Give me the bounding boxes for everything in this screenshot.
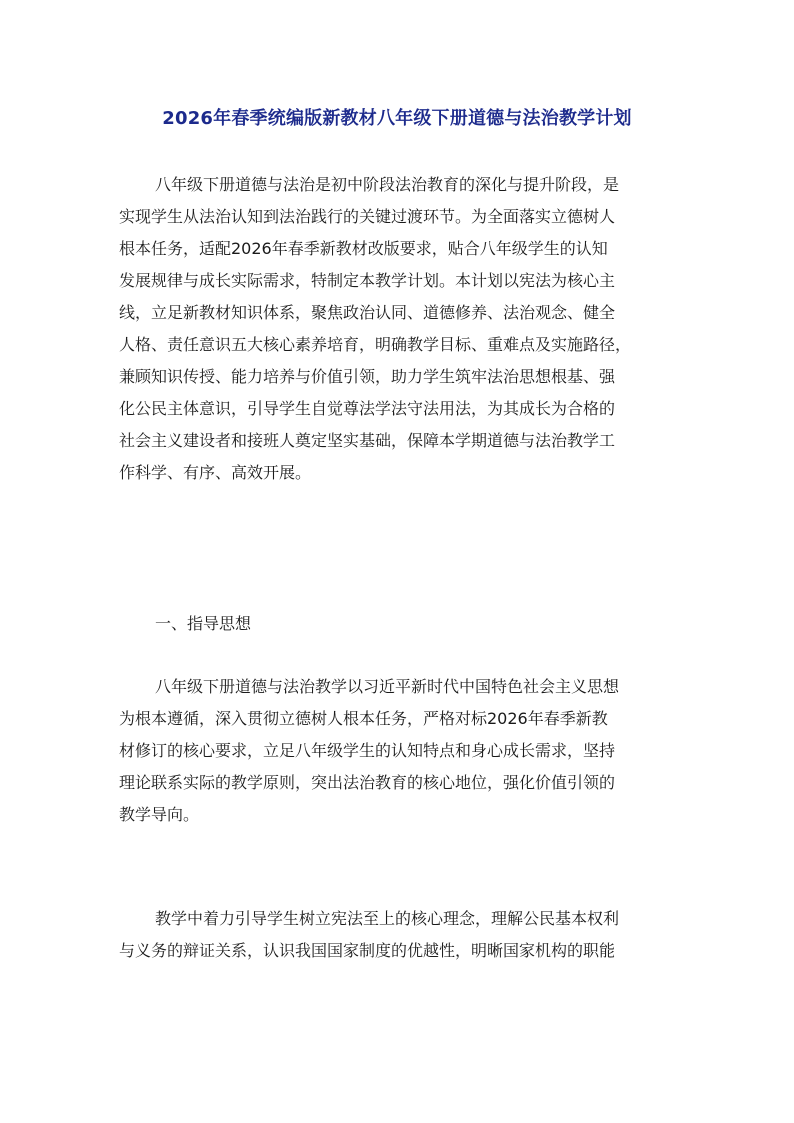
paragraph-line: 实现学生从法治认知到法治践行的关键过渡环节。为全面落实立德树人: [119, 207, 616, 226]
document-title: 2026年春季统编版新教材八年级下册道德与法治教学计划: [162, 108, 632, 129]
paragraph-line: 线，立足新教材知识体系，聚焦政治认同、道德修养、法治观念、健全: [119, 303, 616, 322]
paragraph-line: 教学导向。: [119, 805, 200, 824]
paragraph-line: 理论联系实际的教学原则，突出法治教育的核心地位，强化价值引领的: [119, 773, 616, 792]
paragraph-line: 发展规律与成长实际需求，特制定本教学计划。本计划以宪法为核心主: [119, 271, 616, 290]
paragraph-line: 作科学、有序、高效开展。: [119, 463, 312, 482]
paragraph-line: 为根本遵循，深入贯彻立德树人根本任务，严格对标2026年春季新教: [119, 709, 608, 728]
intro-paragraph: [119, 169, 677, 489]
paragraph-line: 人格、责任意识五大核心素养培育，明确教学目标、重难点及实施路径，: [119, 335, 632, 354]
section-heading-guiding-ideology: 一、指导思想: [155, 614, 252, 633]
paragraph-line: 八年级下册道德与法治教学以习近平新时代中国特色社会主义思想: [155, 677, 620, 696]
paragraph-line: 教学中着力引导学生树立宪法至上的核心理念，理解公民基本权利: [155, 909, 620, 928]
paragraph-line: 八年级下册道德与法治是初中阶段法治教育的深化与提升阶段，是: [155, 175, 620, 194]
paragraph-line: 兼顾知识传授、能力培养与价值引领，助力学生筑牢法治思想根基、强: [119, 367, 616, 386]
teaching-focus-paragraph: [119, 903, 677, 967]
guiding-ideology-paragraph: [119, 671, 677, 831]
paragraph-line: 化公民主体意识，引导学生自觉尊法学法守法用法，为其成长为合格的: [119, 399, 616, 418]
paragraph-line: 材修订的核心要求，立足八年级学生的认知特点和身心成长需求，坚持: [119, 741, 616, 760]
paragraph-line: 与义务的辩证关系，认识我国国家制度的优越性，明晰国家机构的职能: [119, 941, 616, 960]
paragraph-line: 根本任务，适配2026年春季新教材改版要求，贴合八年级学生的认知: [119, 239, 608, 258]
paragraph-line: 社会主义建设者和接班人奠定坚实基础，保障本学期道德与法治教学工: [119, 431, 616, 450]
